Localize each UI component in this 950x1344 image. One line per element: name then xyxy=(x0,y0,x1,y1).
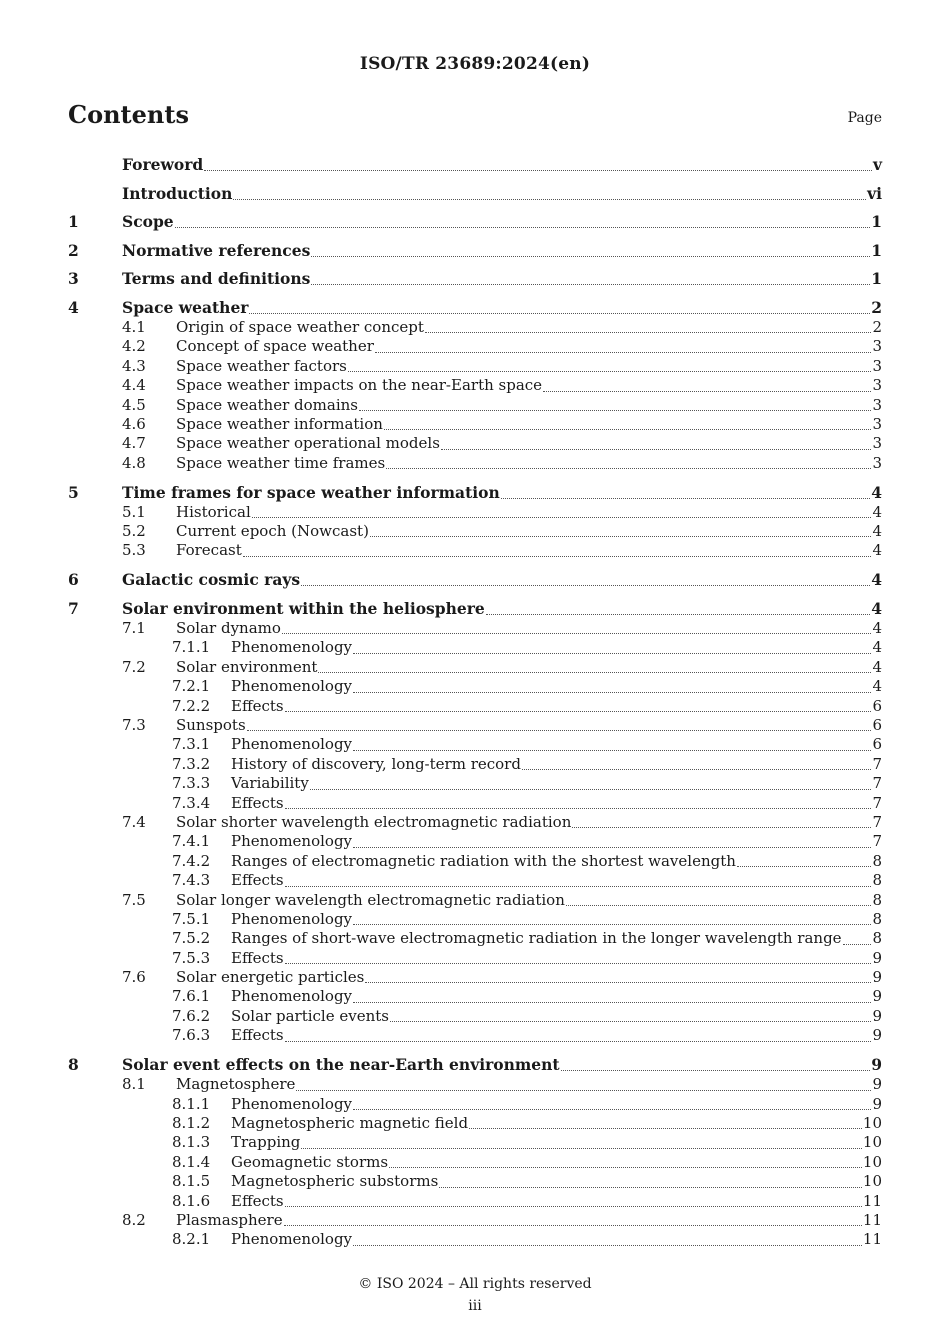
toc-entry-number: 7 xyxy=(68,599,79,619)
toc-entry[interactable] xyxy=(68,658,882,677)
toc-dot-leader xyxy=(348,370,872,372)
toc-entry-title[interactable]: Introduction xyxy=(122,183,233,203)
toc-entry-title[interactable]: Origin of space weather concept xyxy=(176,317,424,336)
toc-entry[interactable] xyxy=(68,598,882,619)
toc-dot-leader xyxy=(441,448,872,450)
toc-dot-leader xyxy=(486,613,870,615)
toc-entry[interactable] xyxy=(68,482,882,503)
toc-entry-number: 8.1.1 xyxy=(172,1094,211,1113)
toc-entry-number: 4.4 xyxy=(122,376,146,395)
toc-entry-page: 4 xyxy=(872,502,882,521)
toc-entry-number: 5.2 xyxy=(122,522,146,541)
toc-entry-number: 7.4.2 xyxy=(172,851,211,870)
toc-entry[interactable] xyxy=(68,318,882,337)
toc-entry-number: 4.6 xyxy=(122,414,146,433)
toc-entry-page: 7 xyxy=(872,832,882,851)
toc-entry[interactable] xyxy=(68,1007,882,1026)
toc-entry-title[interactable]: Space weather xyxy=(122,297,249,317)
toc-entry-title[interactable]: Effects xyxy=(231,1191,284,1210)
toc-dot-leader xyxy=(175,226,871,228)
toc-dot-leader xyxy=(384,428,872,430)
toc-entry-number: 7.5.2 xyxy=(172,929,211,948)
toc-entry[interactable] xyxy=(68,268,882,289)
toc-entry-title[interactable]: Phenomenology xyxy=(231,1230,353,1249)
toc-entry-title[interactable]: Solar environment xyxy=(176,657,318,676)
toc-dot-leader xyxy=(296,1089,871,1091)
toc-entry-number: 4 xyxy=(68,297,79,317)
toc-entry-number: 8.1.3 xyxy=(172,1133,211,1152)
toc-dot-leader xyxy=(572,826,871,828)
toc-entry-page: 10 xyxy=(862,1114,882,1133)
toc-dot-leader xyxy=(353,1108,871,1110)
toc-entry-number: 7.3.2 xyxy=(172,754,211,773)
toc-entry-title[interactable]: Solar energetic particles xyxy=(176,968,365,987)
toc-entry-number: 8.1.6 xyxy=(172,1191,211,1210)
toc-entry-number: 5.1 xyxy=(122,502,146,521)
toc-entry-number: 1 xyxy=(68,212,79,232)
toc-entry[interactable] xyxy=(68,852,882,871)
toc-entry[interactable] xyxy=(68,677,882,696)
toc-entry-page: 9 xyxy=(872,1094,882,1113)
toc-entry-number: 8.1.2 xyxy=(172,1114,211,1133)
toc-entry-number: 4.3 xyxy=(122,356,146,375)
toc-entry-number: 8.1.4 xyxy=(172,1152,211,1171)
toc-entry-title[interactable]: Ranges of short-wave electromagnetic radiation in the longer wavelength range xyxy=(231,929,842,948)
toc-entry-number: 8.2.1 xyxy=(172,1230,211,1249)
toc-entry-page: 1 xyxy=(871,240,882,260)
toc-entry-page: 11 xyxy=(862,1230,882,1249)
toc-entry-number: 7.3.4 xyxy=(172,793,211,812)
toc-entry-title[interactable]: History of discovery, long-term record xyxy=(231,754,521,773)
toc-entry-title[interactable]: Variability xyxy=(231,774,309,793)
toc-entry-title[interactable]: Trapping xyxy=(231,1133,301,1152)
page-column-label: Page xyxy=(847,110,882,126)
toc-entry[interactable] xyxy=(68,813,882,832)
document-id: ISO/TR 23689:2024(en) xyxy=(359,54,591,74)
copyright-notice: © ISO 2024 – All rights reserved xyxy=(358,1276,592,1292)
toc-dot-leader xyxy=(353,1001,871,1003)
toc-entry-title[interactable]: Scope xyxy=(122,212,174,232)
toc-entry-title[interactable]: Phenomenology xyxy=(231,1094,353,1113)
toc-entry[interactable] xyxy=(68,794,882,813)
toc-entry[interactable] xyxy=(68,910,882,929)
toc-entry-page: 4 xyxy=(871,599,882,619)
toc-entry[interactable] xyxy=(68,454,882,473)
toc-entry-number: 4.1 xyxy=(122,317,146,336)
toc-entry-title[interactable]: Sunspots xyxy=(176,716,246,734)
toc-entry[interactable] xyxy=(68,1133,882,1152)
toc-entry[interactable] xyxy=(68,716,882,735)
toc-entry-page: 9 xyxy=(872,987,882,1006)
toc-entry-number: 4.8 xyxy=(122,453,146,472)
toc-entry[interactable] xyxy=(68,755,882,774)
toc-entry-page: 4 xyxy=(871,482,882,502)
toc-dot-leader xyxy=(353,749,871,751)
toc-entry[interactable] xyxy=(68,154,882,175)
toc-dot-leader xyxy=(310,788,872,790)
toc-entry-page: 3 xyxy=(872,434,882,453)
toc-entry-title[interactable]: Geomagnetic storms xyxy=(231,1152,389,1171)
toc-dot-leader xyxy=(318,671,871,673)
toc-entry-title[interactable]: Space weather time frames xyxy=(176,453,386,472)
toc-dot-leader xyxy=(249,312,870,314)
toc-entry[interactable] xyxy=(68,987,882,1006)
toc-entry[interactable] xyxy=(68,357,882,376)
toc-entry-title[interactable]: Phenomenology xyxy=(231,987,353,1006)
toc-entry-page: 7 xyxy=(872,812,882,831)
toc-entry[interactable] xyxy=(68,1211,882,1230)
toc-entry-page: 7 xyxy=(872,793,882,812)
toc-entry-page: 3 xyxy=(872,395,882,414)
toc-entry-number: 7.4.3 xyxy=(172,871,211,890)
toc-entry-number: 7.2.2 xyxy=(172,696,211,715)
toc-dot-leader xyxy=(285,962,872,964)
toc-entry-page: 4 xyxy=(871,570,882,590)
toc-entry-title[interactable]: Effects xyxy=(231,696,284,715)
toc-dot-leader xyxy=(301,1147,862,1149)
toc-entry-number: 2 xyxy=(68,240,79,260)
toc-dot-leader xyxy=(389,1166,862,1168)
toc-entry-title[interactable]: Effects xyxy=(231,948,284,967)
toc-entry[interactable] xyxy=(68,1153,882,1172)
toc-entry[interactable] xyxy=(68,569,882,590)
toc-entry-title[interactable]: Normative references xyxy=(122,240,311,260)
toc-entry-title[interactable]: Foreword xyxy=(122,155,204,174)
toc-entry[interactable] xyxy=(68,871,882,890)
toc-entry-number: 7.6.1 xyxy=(172,987,211,1006)
toc-entry-number: 8.1.5 xyxy=(172,1172,211,1191)
toc-entry-page: vi xyxy=(867,183,882,203)
toc-dot-leader xyxy=(843,943,872,945)
toc-dot-leader xyxy=(390,1020,871,1022)
toc-entry-number: 7.6 xyxy=(122,968,146,987)
toc-entry[interactable] xyxy=(68,297,882,318)
toc-dot-leader xyxy=(359,409,871,411)
toc-entry-title[interactable]: Solar dynamo xyxy=(176,619,281,638)
toc-entry[interactable] xyxy=(68,949,882,968)
toc-entry-page: 10 xyxy=(862,1152,882,1171)
toc-entry-page: 4 xyxy=(872,522,882,541)
table-of-contents xyxy=(68,154,882,1250)
toc-entry-page: 9 xyxy=(872,968,882,987)
toc-dot-leader xyxy=(543,390,871,392)
toc-entry-title[interactable]: Solar environment within the heliosphere xyxy=(122,599,485,619)
toc-entry[interactable] xyxy=(68,1054,882,1075)
toc-entry[interactable] xyxy=(68,434,882,453)
toc-dot-leader xyxy=(252,516,872,518)
toc-entry-title[interactable]: Current epoch (Nowcast) xyxy=(176,522,369,541)
toc-entry-title[interactable]: Terms and definitions xyxy=(122,269,311,289)
toc-entry-number: 7.2.1 xyxy=(172,677,211,696)
toc-dot-leader xyxy=(285,885,872,887)
toc-entry-title[interactable]: Magnetosphere xyxy=(176,1075,296,1094)
toc-entry-page: 3 xyxy=(872,376,882,395)
toc-entry-number: 4.5 xyxy=(122,395,146,414)
toc-entry-page: v xyxy=(872,155,882,174)
toc-entry-page: 1 xyxy=(871,269,882,289)
toc-entry-number: 4.2 xyxy=(122,337,146,356)
toc-dot-leader xyxy=(282,632,872,634)
toc-entry-page: 8 xyxy=(872,890,882,909)
toc-entry-title[interactable]: Concept of space weather xyxy=(176,337,374,356)
toc-entry-title[interactable]: Phenomenology xyxy=(231,832,353,851)
toc-entry[interactable] xyxy=(68,240,882,261)
toc-dot-leader xyxy=(311,283,870,285)
toc-entry[interactable] xyxy=(68,211,882,232)
toc-dot-leader xyxy=(469,1127,862,1129)
toc-entry-page: 3 xyxy=(872,337,882,356)
toc-entry-page: 7 xyxy=(872,754,882,773)
toc-entry[interactable] xyxy=(68,774,882,793)
toc-entry-number: 7.5.3 xyxy=(172,948,211,967)
toc-dot-leader xyxy=(386,467,871,469)
toc-entry-page: 10 xyxy=(862,1172,882,1191)
toc-entry-title[interactable]: Ranges of electromagnetic radiation with the shortest wavelength xyxy=(231,851,736,870)
toc-dot-leader xyxy=(233,198,866,200)
toc-entry-page: 4 xyxy=(872,657,882,676)
toc-entry-number: 8.2 xyxy=(122,1210,146,1229)
toc-entry-page: 7 xyxy=(872,774,882,793)
toc-entry-number: 3 xyxy=(68,269,79,289)
toc-entry-number: 6 xyxy=(68,570,79,590)
toc-entry[interactable] xyxy=(68,1095,882,1114)
toc-entry[interactable] xyxy=(68,396,882,415)
toc-dot-leader xyxy=(301,584,870,586)
toc-dot-leader xyxy=(353,846,871,848)
toc-entry-page: 3 xyxy=(872,414,882,433)
toc-entry-number: 7.5.1 xyxy=(172,909,211,928)
toc-entry-page: 6 xyxy=(872,696,882,715)
toc-dot-leader xyxy=(285,807,872,809)
toc-entry-page: 2 xyxy=(872,317,882,336)
toc-dot-leader xyxy=(243,555,872,557)
toc-entry-title[interactable]: Plasmasphere xyxy=(176,1210,283,1229)
toc-dot-leader xyxy=(365,981,871,983)
toc-entry-page: 9 xyxy=(872,1006,882,1025)
toc-dot-leader xyxy=(375,351,872,353)
toc-dot-leader xyxy=(353,1244,862,1246)
toc-entry-number: 5.3 xyxy=(122,541,146,560)
toc-dot-leader xyxy=(204,169,872,171)
contents-heading: Contents xyxy=(68,100,189,129)
toc-entry-title[interactable]: Solar particle events xyxy=(231,1006,389,1025)
toc-entry-page: 8 xyxy=(872,909,882,928)
toc-entry-page: 11 xyxy=(862,1191,882,1210)
toc-entry[interactable] xyxy=(68,1075,882,1094)
toc-dot-leader xyxy=(439,1186,862,1188)
toc-entry-number: 7.1 xyxy=(122,619,146,638)
toc-dot-leader xyxy=(425,331,872,333)
toc-entry-page: 4 xyxy=(872,677,882,696)
toc-entry-number: 7.5 xyxy=(122,890,146,909)
toc-entry-number: 7.4 xyxy=(122,812,146,831)
toc-entry-page: 8 xyxy=(872,871,882,890)
toc-entry-title[interactable]: Space weather impacts on the near-Earth space xyxy=(176,376,543,395)
toc-entry[interactable] xyxy=(68,1172,882,1191)
toc-entry-title[interactable]: Space weather information xyxy=(176,414,383,433)
toc-dot-leader xyxy=(566,904,872,906)
toc-entry[interactable] xyxy=(68,183,882,204)
toc-dot-leader xyxy=(285,710,872,712)
toc-dot-leader xyxy=(284,1224,862,1226)
toc-entry-number: 8 xyxy=(68,1055,79,1075)
toc-entry[interactable] xyxy=(68,891,882,910)
toc-entry-page: 4 xyxy=(872,619,882,638)
toc-entry-title[interactable]: Space weather operational models xyxy=(176,434,440,453)
toc-entry-page: 4 xyxy=(872,638,882,657)
toc-entry-title[interactable]: Effects xyxy=(231,1026,284,1045)
toc-entry-page: 8 xyxy=(872,851,882,870)
toc-entry[interactable] xyxy=(68,697,882,716)
toc-entry-page: 6 xyxy=(872,716,882,734)
toc-entry-number: 7.1.1 xyxy=(172,638,211,657)
toc-entry-title[interactable]: Phenomenology xyxy=(231,638,353,657)
toc-dot-leader xyxy=(353,652,871,654)
toc-dot-leader xyxy=(311,255,870,257)
toc-entry[interactable] xyxy=(68,1114,882,1133)
toc-entry-page: 9 xyxy=(872,1075,882,1094)
toc-dot-leader xyxy=(522,768,872,770)
toc-entry-number: 7.6.2 xyxy=(172,1006,211,1025)
toc-entry-title[interactable]: Forecast xyxy=(176,541,242,560)
toc-entry-title[interactable]: Solar longer wavelength electromagnetic radiation xyxy=(176,890,565,909)
toc-entry-page: 2 xyxy=(871,297,882,317)
toc-entry-number: 7.3 xyxy=(122,716,146,734)
toc-entry-number: 7.4.1 xyxy=(172,832,211,851)
toc-dot-leader xyxy=(285,1205,862,1207)
toc-entry[interactable] xyxy=(68,376,882,395)
toc-dot-leader xyxy=(247,729,872,731)
toc-entry[interactable] xyxy=(68,968,882,987)
toc-dot-leader xyxy=(501,497,870,499)
toc-entry-number: 5 xyxy=(68,482,79,502)
toc-entry[interactable] xyxy=(68,1026,882,1045)
toc-entry-page: 9 xyxy=(872,1026,882,1045)
toc-entry-number: 7.3.1 xyxy=(172,735,211,754)
toc-entry-title[interactable]: Phenomenology xyxy=(231,677,353,696)
toc-dot-leader xyxy=(353,691,871,693)
toc-entry-title[interactable]: Magnetospheric magnetic field xyxy=(231,1114,469,1133)
toc-entry-page: 9 xyxy=(872,948,882,967)
toc-dot-leader xyxy=(353,923,871,925)
toc-entry[interactable] xyxy=(68,735,882,754)
toc-entry-number: 7.3.3 xyxy=(172,774,211,793)
toc-entry[interactable] xyxy=(68,638,882,657)
toc-entry-page: 9 xyxy=(871,1055,882,1075)
toc-entry[interactable] xyxy=(68,541,882,560)
toc-entry[interactable] xyxy=(68,415,882,434)
toc-entry-title[interactable]: Space weather domains xyxy=(176,395,358,414)
toc-entry-title[interactable]: Galactic cosmic rays xyxy=(122,570,301,590)
toc-dot-leader xyxy=(737,865,872,867)
toc-entry-page: 10 xyxy=(862,1133,882,1152)
toc-entry-number: 7.2 xyxy=(122,657,146,676)
toc-entry-page: 3 xyxy=(872,356,882,375)
toc-dot-leader xyxy=(370,535,872,537)
toc-entry-title[interactable]: Solar shorter wavelength electromagnetic radiation xyxy=(176,812,572,831)
toc-entry-title[interactable]: Effects xyxy=(231,871,284,890)
toc-entry[interactable] xyxy=(68,337,882,356)
toc-entry-title[interactable]: Phenomenology xyxy=(231,909,353,928)
toc-entry[interactable] xyxy=(68,619,882,638)
toc-entry[interactable] xyxy=(68,522,882,541)
toc-entry[interactable] xyxy=(68,1192,882,1211)
toc-entry-title[interactable]: Space weather factors xyxy=(176,356,347,375)
toc-entry-page: 6 xyxy=(872,735,882,754)
toc-entry-page: 4 xyxy=(872,541,882,560)
page-number: iii xyxy=(468,1298,482,1314)
toc-entry[interactable] xyxy=(68,832,882,851)
toc-entry-title[interactable]: Effects xyxy=(231,793,284,812)
toc-entry-title[interactable]: Time frames for space weather information xyxy=(122,482,500,502)
toc-entry-title[interactable]: Magnetospheric substorms xyxy=(231,1172,439,1191)
toc-entry-title[interactable]: Historical xyxy=(176,502,251,521)
toc-entry-page: 11 xyxy=(862,1210,882,1229)
toc-dot-leader xyxy=(561,1069,871,1071)
toc-entry[interactable] xyxy=(68,503,882,522)
toc-entry-title[interactable]: Solar event effects on the near-Earth environment xyxy=(122,1055,560,1075)
toc-entry-page: 1 xyxy=(871,212,882,232)
toc-entry-number: 7.6.3 xyxy=(172,1026,211,1045)
toc-entry[interactable] xyxy=(68,929,882,948)
toc-entry-number: 4.7 xyxy=(122,434,146,453)
toc-entry[interactable] xyxy=(68,1230,882,1249)
toc-entry-page: 3 xyxy=(872,453,882,472)
toc-entry-title[interactable]: Phenomenology xyxy=(231,735,353,754)
toc-entry-page: 8 xyxy=(872,929,882,948)
toc-dot-leader xyxy=(285,1040,872,1042)
toc-entry-number: 8.1 xyxy=(122,1075,146,1094)
